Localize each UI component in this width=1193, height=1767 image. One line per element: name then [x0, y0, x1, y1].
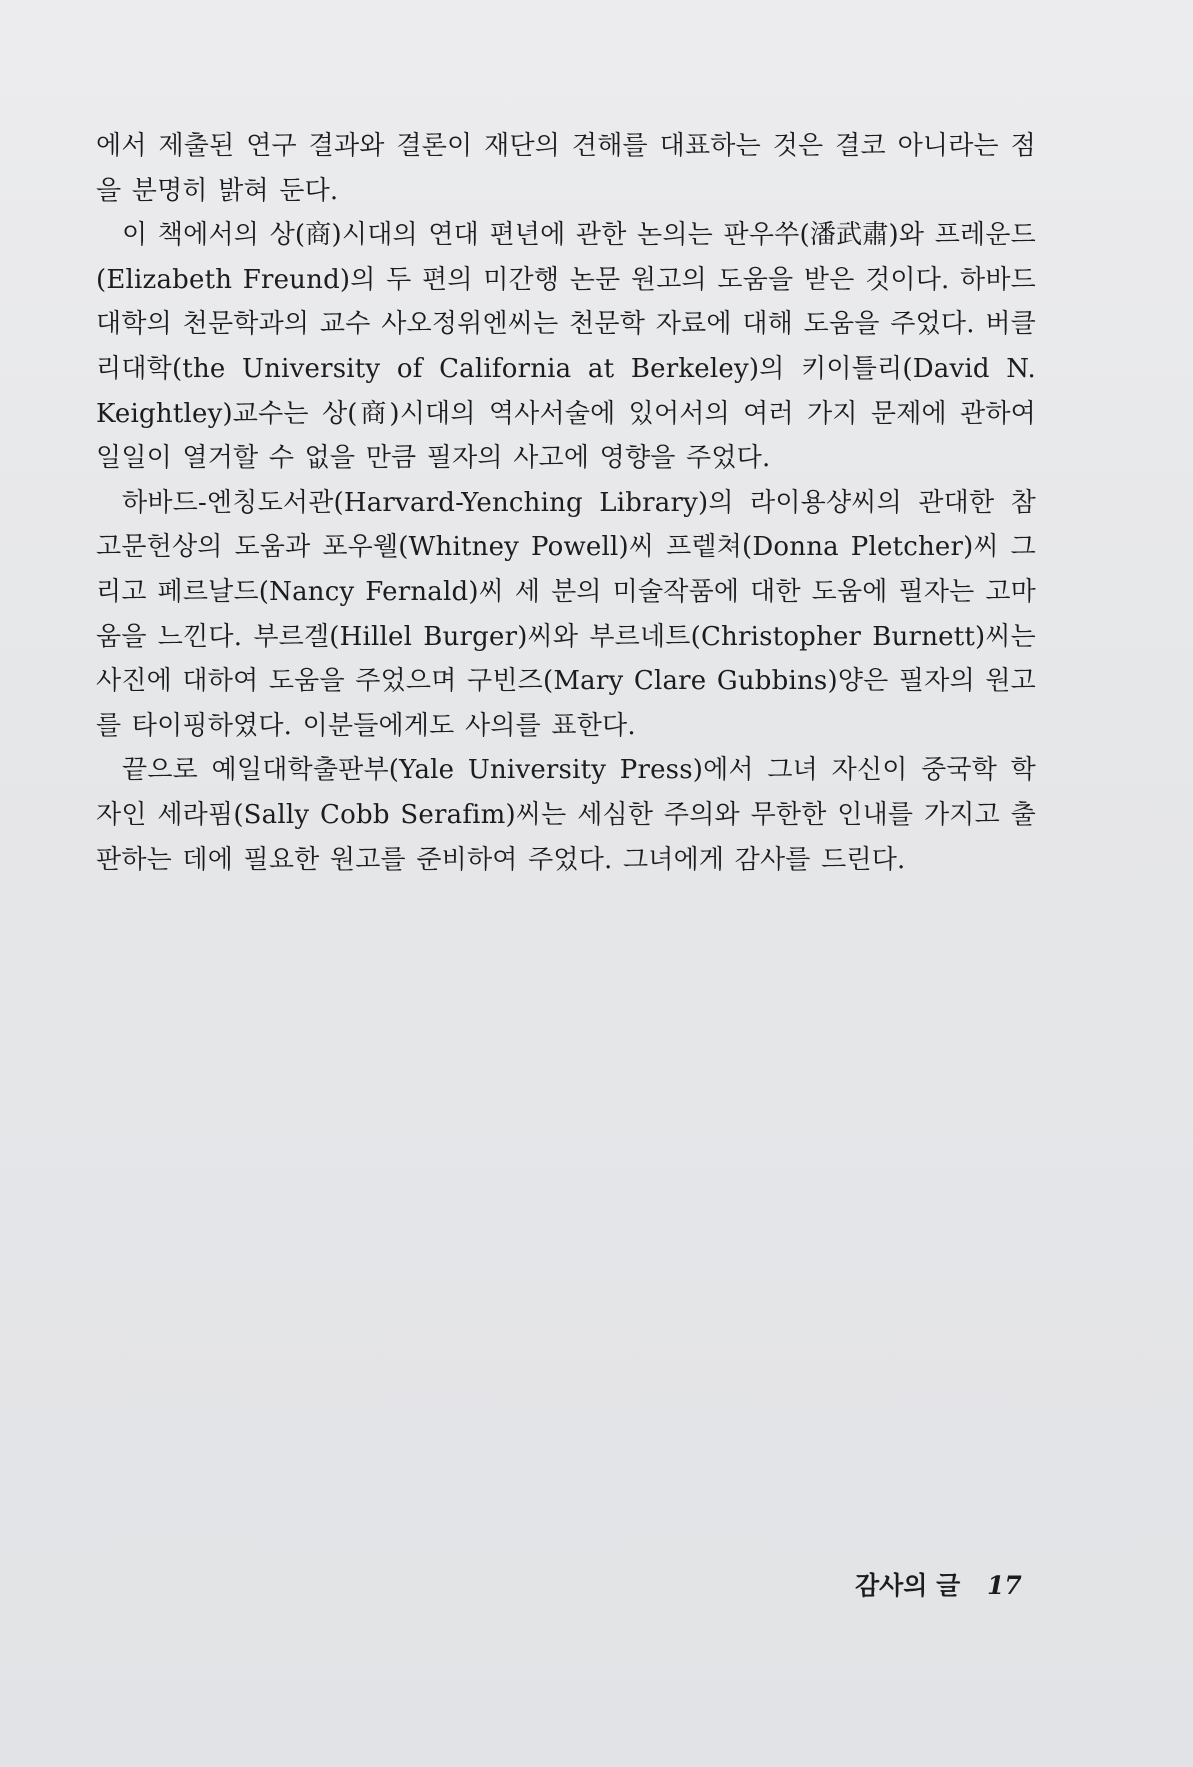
page-number: 17: [987, 1571, 1022, 1600]
paragraph-library-thanks: 하바드-엔칭도서관(Harvard-Yenching Library)의 라이용샹씨의 관대한 참고문헌상의 도움과 포우웰(Whitney Powell)씨 프렡쳐(Donna Pletcher)씨 그리고 페르날드(Nancy Fernald)씨 세 분의 미술작품에 대한 도움에 필자는 고마움을 느낀다. 부르겔(Hillel Burger)씨와 부르네트(Christopher Burnett)씨는 사진에 대하여 도움을 주었으며 구빈즈(Mary Clare Gubbins)양은 필자의 원고를 타이핑하였다. 이분들에게도 사의를 표한다.: [96, 487, 1036, 741]
footer-section-title: 감사의 글: [855, 1571, 961, 1600]
running-footer: [855, 1566, 1022, 1602]
paragraph-press-thanks: 끝으로 예일대학출판부(Yale University Press)에서 그녀 자신이 중국학 학자인 세라핌(Sally Cobb Serafim)씨는 세심한 주의와 무한한 인내를 가지고 출판하는 데에 필요한 원고를 준비하여 주었다. 그녀에게 감사를 드린다.: [96, 755, 1036, 875]
paragraph-continuation: 에서 제출된 연구 결과와 결론이 재단의 견해를 대표하는 것은 결코 아니라는 점을 분명히 밝혀 둔다.: [96, 131, 1036, 206]
paragraph-chronology: 이 책에서의 상(商)시대의 연대 편년에 관한 논의는 판우쑤(潘武肅)와 프레운드(Elizabeth Freund)의 두 편의 미간행 논문 원고의 도움을 받은 것이다. 하바드대학의 천문학과의 교수 사오정위엔씨는 천문학 자료에 대해 도움을 주었다. 버클리대학(the University of California at Berkeley)의 키이틀리(David N. Keightley)교수는 상(商)시대의 역사서술에 있어서의 여러 가지 문제에 관하여 일일이 열거할 수 없을 만큼 필자의 사고에 영향을 주었다.: [96, 220, 1036, 474]
body-text: [96, 124, 1036, 882]
